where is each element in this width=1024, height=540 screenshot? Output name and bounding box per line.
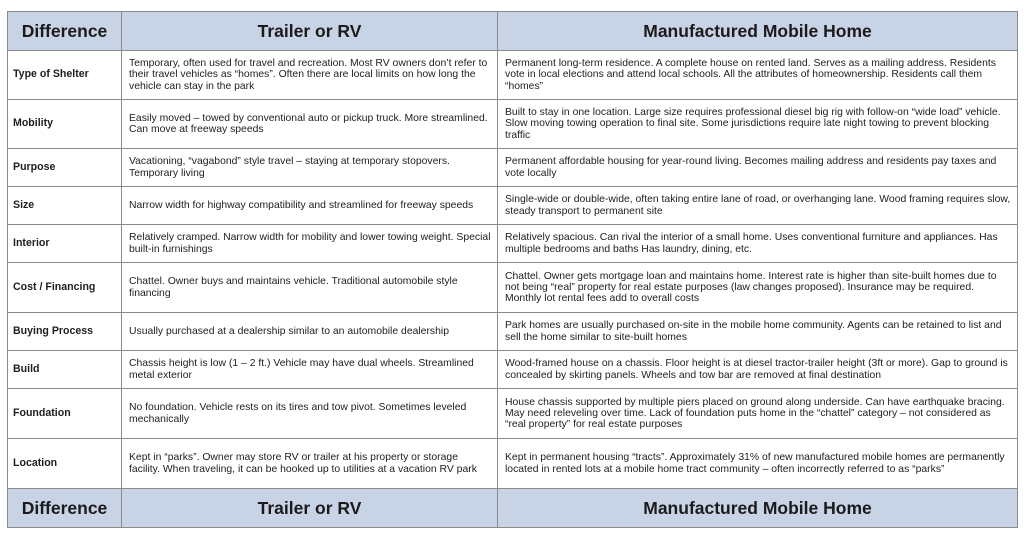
footer-mobile-home: Manufactured Mobile Home	[498, 489, 1018, 528]
mobile-home-cell: Chattel. Owner gets mortgage loan and maintains home. Interest rate is higher than site-built homes due to not being “real” property for real estate purposes (law changes proposed). Insurance may be required. Monthly lot rental fees add to overall costs	[498, 263, 1018, 313]
footer-trailer-rv: Trailer or RV	[122, 489, 498, 528]
mobile-home-cell: Built to stay in one location. Large size requires professional diesel big rig with follow-on “wide load” vehicle. Slow moving towing operation to final site. Some jurisdictions require late night towing to prevent blocking traffic	[498, 100, 1018, 149]
comparison-table	[7, 11, 1018, 528]
row-label: Type of Shelter	[8, 51, 122, 100]
table-footer-row	[8, 489, 1018, 528]
header-trailer-rv: Trailer or RV	[122, 12, 498, 51]
header-mobile-home: Manufactured Mobile Home	[498, 12, 1018, 51]
trailer-cell: No foundation. Vehicle rests on its tires and tow pivot. Sometimes leveled mechanically	[122, 389, 498, 439]
row-label: Build	[8, 351, 122, 389]
table-header-row	[8, 12, 1018, 51]
mobile-home-cell: Single-wide or double-wide, often taking entire lane of road, or overhanging lane. Wood framing requires slow, steady transport to permanent site	[498, 187, 1018, 225]
mobile-home-cell: Permanent affordable housing for year-round living. Becomes mailing address and residents pay taxes and vote locally	[498, 149, 1018, 187]
trailer-cell: Chassis height is low (1 – 2 ft.) Vehicle may have dual wheels. Streamlined metal exterior	[122, 351, 498, 389]
header-difference: Difference	[8, 12, 122, 51]
comparison-table-container	[7, 11, 1017, 528]
table-row	[8, 439, 1018, 489]
mobile-home-cell: House chassis supported by multiple piers placed on ground along underside. Can have earthquake bracing. May need releveling over time. Lack of foundation puts home in the “chattel” category – not considered as “real property” for real estate purposes	[498, 389, 1018, 439]
row-label: Interior	[8, 225, 122, 263]
mobile-home-cell: Kept in permanent housing “tracts”. Approximately 31% of new manufactured mobile homes are permanently located in rented lots at a mobile home tract community – often incorrectly referred to as “parks”	[498, 439, 1018, 489]
trailer-cell: Easily moved – towed by conventional auto or pickup truck. More streamlined. Can move at freeway speeds	[122, 100, 498, 149]
footer-difference: Difference	[8, 489, 122, 528]
row-label: Size	[8, 187, 122, 225]
row-label: Purpose	[8, 149, 122, 187]
mobile-home-cell: Wood-framed house on a chassis. Floor height is at diesel tractor-trailer height (3ft or more). Gap to ground is concealed by skirting panels. Wheels and tow bar are removed at final destination	[498, 351, 1018, 389]
row-label: Location	[8, 439, 122, 489]
table-row	[8, 225, 1018, 263]
trailer-cell: Usually purchased at a dealership similar to an automobile dealership	[122, 313, 498, 351]
table-row	[8, 351, 1018, 389]
table-row	[8, 313, 1018, 351]
mobile-home-cell: Permanent long-term residence. A complete house on rented land. Serves as a mailing address. Residents vote in local elections and attend local schools. All the attributes of homeownership. Residents call them “homes”	[498, 51, 1018, 100]
mobile-home-cell: Park homes are usually purchased on-site in the mobile home community. Agents can be retained to list and sell the home similar to site-built homes	[498, 313, 1018, 351]
row-label: Cost / Financing	[8, 263, 122, 313]
mobile-home-cell: Relatively spacious. Can rival the interior of a small home. Uses conventional furniture and appliances. Has multiple bedrooms and baths Has laundry, dining, etc.	[498, 225, 1018, 263]
trailer-cell: Chattel. Owner buys and maintains vehicle. Traditional automobile style financing	[122, 263, 498, 313]
table-row	[8, 51, 1018, 100]
table-row	[8, 187, 1018, 225]
table-row	[8, 149, 1018, 187]
trailer-cell: Kept in “parks”. Owner may store RV or trailer at his property or storage facility. When traveling, it can be hooked up to utilities at a vacation RV park	[122, 439, 498, 489]
table-row	[8, 263, 1018, 313]
trailer-cell: Relatively cramped. Narrow width for mobility and lower towing weight. Special built-in furnishings	[122, 225, 498, 263]
trailer-cell: Narrow width for highway compatibility and streamlined for freeway speeds	[122, 187, 498, 225]
trailer-cell: Temporary, often used for travel and recreation. Most RV owners don’t refer to their travel vehicles as “homes”. Often there are local limits on how long the vehicle can stay in the park	[122, 51, 498, 100]
trailer-cell: Vacationing, “vagabond” style travel – staying at temporary stopovers. Temporary living	[122, 149, 498, 187]
table-row	[8, 100, 1018, 149]
row-label: Buying Process	[8, 313, 122, 351]
row-label: Foundation	[8, 389, 122, 439]
row-label: Mobility	[8, 100, 122, 149]
table-row	[8, 389, 1018, 439]
